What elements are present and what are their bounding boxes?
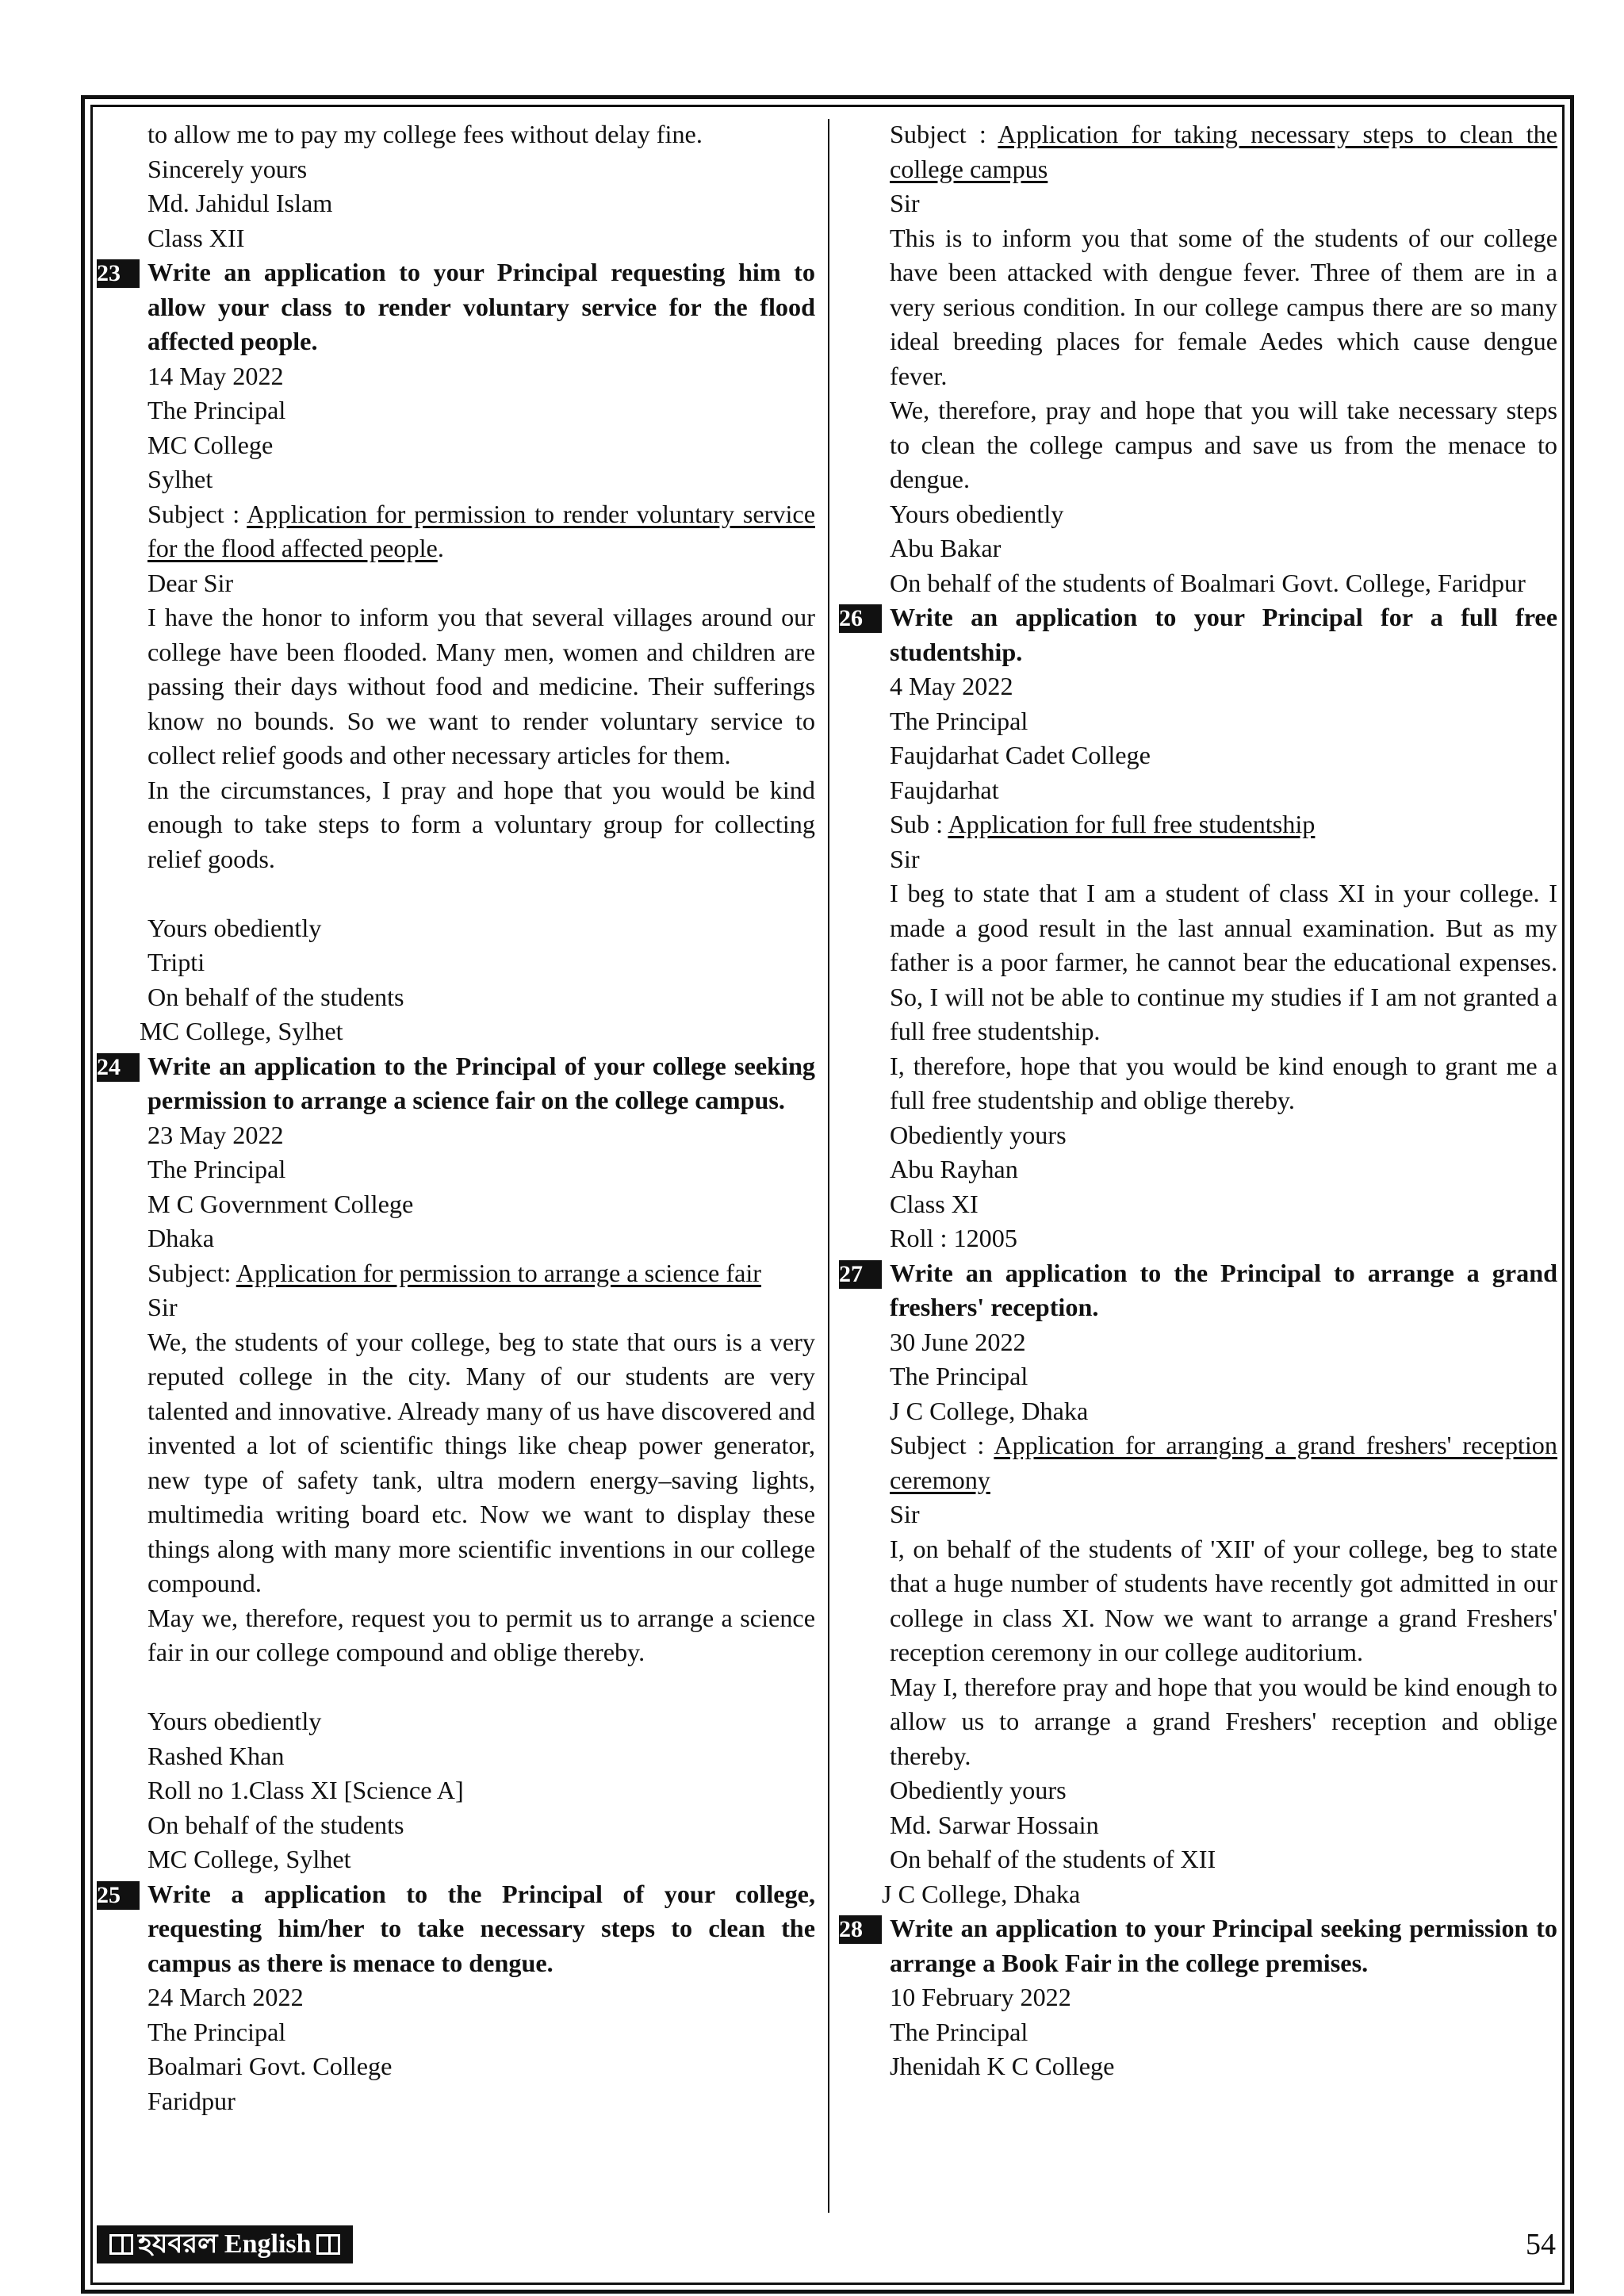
recipient-line: The Principal [890,706,1028,735]
closing-line: J C College, Dhaka [882,1879,1081,1908]
salutation: Sir [890,844,920,873]
letter-date: 30 June 2022 [890,1327,1026,1356]
subject-text: Application for permission to render voluntary service for the flood affected people [147,499,815,562]
recipient-line: MC College [147,430,274,459]
recipient-line: The Principal [147,396,286,424]
letter-subject [890,117,1557,186]
closing-line: On behalf of the students [147,982,404,1011]
question-text: Write an application to your Principal requesting him to allow your class to render voluntary service for the flood affected people. [147,258,815,355]
salutation: Sir [890,189,920,217]
question-number-badge: 24 [97,1053,140,1082]
salutation: Sir [890,1500,920,1528]
closing-line: On behalf of the students [147,1810,404,1839]
letter-body-paragraph: In the circumstances, I pray and hope that you would be kind enough to take steps to form a voluntary group for collecting relief goods. [147,775,815,873]
letter-subject [147,497,815,566]
closing-line: Class XI [890,1189,979,1218]
text-line: Class XII [147,223,245,252]
question-number-badge: 28 [839,1915,882,1944]
right-column [839,117,1557,2084]
closing-line: Abu Bakar [890,534,1002,562]
question-27 [839,1256,1557,1325]
closing-line: Rashed Khan [147,1741,285,1770]
question-text: Write an application to the Principal to arrange a grand freshers' reception. [890,1258,1557,1321]
letter-date: 10 February 2022 [890,1983,1071,2011]
salutation: Sir [147,1293,178,1321]
recipient-line: Faridpur [147,2086,236,2115]
text-line: to allow me to pay my college fees without delay fine. [147,120,703,148]
recipient-line: The Principal [890,1362,1028,1390]
letter-body-paragraph: May we, therefore, request you to permit us to arrange a science fair in our college compound and oblige thereby. [147,1603,815,1666]
closing-line: Roll : 12005 [890,1224,1017,1252]
book-icon [316,2234,340,2255]
closing-line: Tripti [147,948,205,976]
question-text: Write an application to your Principal seeking permission to arrange a Book Fair in the college premises. [890,1914,1557,1977]
recipient-line: The Principal [147,2017,286,2046]
question-24 [97,1049,815,1118]
recipient-line: M C Government College [147,1189,414,1218]
left-column [97,117,815,2118]
subject-text: Application for taking necessary steps to clean the college campus [890,120,1557,183]
question-text: Write an application to the Principal of your college seeking permission to arrange a science fair on the college campus. [147,1051,815,1114]
page-number: 54 [1526,2228,1556,2261]
question-25 [97,1877,815,1981]
question-28 [839,1911,1557,1980]
letter-date: 24 March 2022 [147,1983,304,2011]
column-divider [828,119,829,2213]
salutation: Dear Sir [147,568,234,597]
letter-body-paragraph: I, on behalf of the students of 'XII' of your college, beg to state that a huge number of students have recently got admitted in our college in class XI. Now we want to arrange a grand Freshers' reception ceremony in our college auditorium. [890,1534,1557,1666]
blank-line [147,876,815,911]
book-icon [109,2234,133,2255]
brand-text: হযবরল English [138,2229,312,2259]
question-26 [839,600,1557,669]
letter-body-paragraph: I beg to state that I am a student of class XI in your college. I made a good result in the last annual examination. But as my father is a poor farmer, he cannot bear the educational expenses. So, I will not be able to continue my studies if I am not granted a full free studentship. [890,879,1557,1045]
closing-line: On behalf of the students of Boalmari Govt. College, Faridpur [890,568,1526,597]
letter-date: 14 May 2022 [147,361,284,390]
closing-line: On behalf of the students of XII [890,1845,1216,1873]
recipient-line: The Principal [147,1155,286,1183]
text-line: Sincerely yours [147,154,308,183]
closing-line: Yours obediently [147,913,322,942]
subject-text: Application for full free studentship [948,810,1316,838]
letter-date: 4 May 2022 [890,672,1013,700]
subject-label: Subject : [147,499,247,528]
recipient-line: Dhaka [147,1224,215,1252]
recipient-line: Faujdarhat Cadet College [890,741,1151,769]
text-line: Md. Jahidul Islam [147,189,333,217]
closing-line: MC College, Sylhet [140,1017,343,1045]
blank-line [147,1670,815,1705]
subject-label: Sub : [890,810,948,838]
letter-body-paragraph: This is to inform you that some of the students of our college have been attacked with dengue fever. Three of them are in a very serious condition. In our college campus there are so many ideal breeding places for female Aedes which cause dengue fever. [890,223,1557,390]
letter-body-paragraph: I, therefore, hope that you would be kind enough to grant me a full free studentship and oblige thereby. [890,1051,1557,1114]
letter-date: 23 May 2022 [147,1120,284,1149]
subject-label: Subject : [890,120,998,148]
letter-body-paragraph: May I, therefore pray and hope that you would be kind enough to allow us to arrange a grand Freshers' reception and oblige thereby. [890,1672,1557,1770]
recipient-line: Faujdarhat [890,775,999,804]
subject-text: Application for permission to arrange a science fair [236,1258,762,1287]
subject-label: Subject : [890,1431,994,1459]
subject-text: Application for arranging a grand freshers' reception ceremony [890,1431,1557,1494]
question-number-badge: 25 [97,1881,140,1910]
question-text: Write a application to the Principal of your college, requesting him/her to take necessary steps to clean the campus as there is menace to dengue. [147,1879,815,1977]
closing-line: Yours obediently [147,1707,322,1735]
recipient-line: Jhenidah K C College [890,2052,1115,2080]
closing-line: Yours obediently [890,499,1064,528]
closing-line: Abu Rayhan [890,1155,1018,1183]
footer-brand [97,2225,353,2263]
subject-label: Subject: [147,1258,236,1287]
letter-body-paragraph: We, the students of your college, beg to state that ours is a very reputed college in the city. Many of our students are very talented and innovative. Already many of us have discovered and invented a lot of scientific things like cheap power generator, new type of safety tank, ultra modern energy–saving lights, multimedia writing board etc. Now we want to display these things along with many more scientific inventions in our college compound. [147,1327,815,1597]
letter-subject [890,807,1557,842]
closing-line: Md. Sarwar Hossain [890,1810,1099,1839]
letter-subject [147,1256,815,1291]
question-23 [97,255,815,359]
question-number-badge: 26 [839,604,882,633]
recipient-line: Boalmari Govt. College [147,2052,393,2080]
closing-line: MC College, Sylhet [147,1845,351,1873]
question-text: Write an application to your Principal for a full free studentship. [890,603,1557,666]
recipient-line: J C College, Dhaka [890,1396,1089,1425]
question-number-badge: 27 [839,1260,882,1289]
closing-line: Obediently yours [890,1776,1067,1804]
subject-end: . [437,534,444,562]
recipient-line: The Principal [890,2017,1028,2046]
question-number-badge: 23 [97,259,140,288]
letter-subject [890,1428,1557,1497]
closing-line: Roll no 1.Class XI [Science A] [147,1776,464,1804]
closing-line: Obediently yours [890,1120,1067,1149]
recipient-line: Sylhet [147,465,213,493]
letter-body-paragraph: We, therefore, pray and hope that you will take necessary steps to clean the college campus and save us from the menace to dengue. [890,396,1557,493]
letter-body-paragraph: I have the honor to inform you that several villages around our college have been flooded. Many men, women and children are passing their days without food and medicine. Their sufferings know no bounds. So we want to render voluntary service to collect relief goods and other necessary articles for them. [147,603,815,769]
